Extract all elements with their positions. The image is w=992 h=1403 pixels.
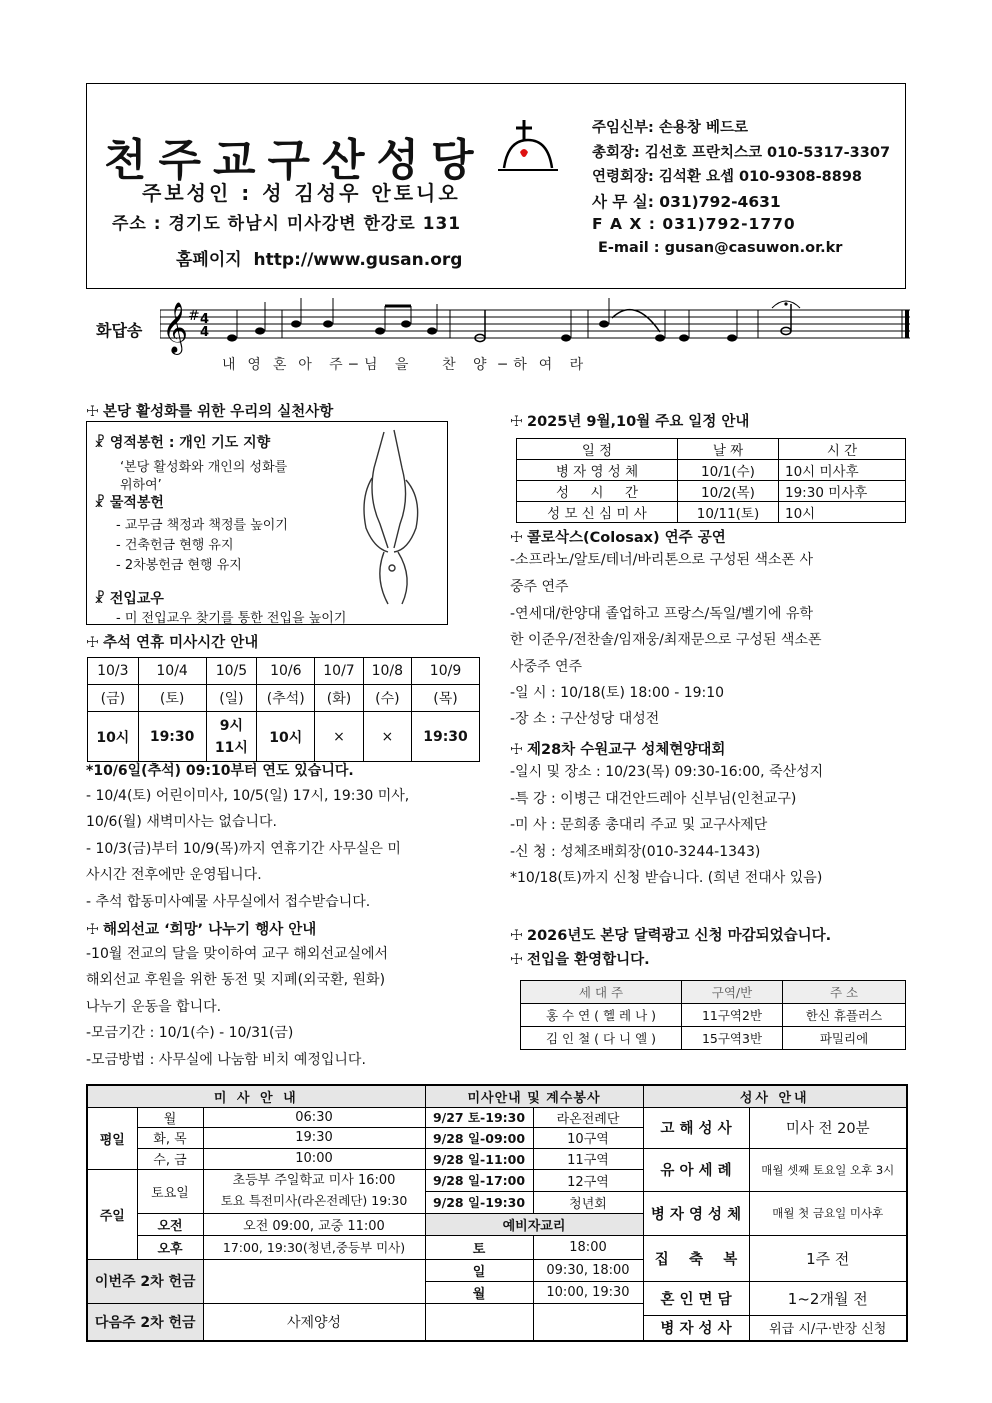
- newcomer-heading: ☧ 전입교우: [94, 591, 164, 607]
- schedule-header: 시 간: [779, 439, 906, 460]
- newcomer-row: 홍 수 연 ( 헬 레 나 ) 11구역2반 한신 휴플러스: [521, 1004, 906, 1027]
- schedule-header: 날 짜: [678, 439, 779, 460]
- chuseok-line: 사시간 전후에만 운영됩니다.: [86, 867, 262, 883]
- chuseok-day: (수): [363, 685, 411, 712]
- offering-next-week-label: 다음주 2차 헌금: [87, 1303, 203, 1341]
- chuseok-title: ☩ 추석 연휴 미사시간 안내: [86, 635, 259, 651]
- sacrament-header: 성사 안내: [643, 1085, 907, 1107]
- calendar-notice: ☩ 2026년도 본당 달력광고 신청 마감되었습니다.: [510, 928, 832, 944]
- homepage-link[interactable]: http://www.gusan.org: [253, 250, 463, 270]
- saturday-mass: 초등부 주일학교 미사 16:00 토요 특전미사(라온전례단) 19:30: [203, 1169, 425, 1213]
- concert-title: ☩ 콜로삭스(Colosax) 연주 공연: [510, 530, 726, 546]
- cross-icon: ☩: [86, 635, 99, 651]
- activity-line: ‘본당 활성화와 개인의 성화를: [120, 460, 288, 475]
- mission-title: ☩ 해외선교 ‘희망’ 나누기 행사 안내: [86, 922, 317, 938]
- offering-this-week-label: 이번주 2차 헌금: [87, 1259, 203, 1303]
- newcomer-row: 김 인 철 ( 다 니 엘 ) 15구역3반 파밀리에: [521, 1027, 906, 1050]
- chuseok-day: (추석): [257, 685, 315, 712]
- schedule-row: 성 시 간 10/2(목) 19:30 미사후: [517, 481, 906, 502]
- chuseok-day: (금): [88, 685, 139, 712]
- chuseok-date: 10/4: [138, 658, 206, 685]
- praying-hands-icon: [344, 428, 442, 608]
- cross-icon: ☩: [510, 530, 523, 546]
- homepage-label: 홈페이지: [176, 250, 242, 270]
- chuseok-date: 10/3: [88, 658, 139, 685]
- mission-line: -10월 전교의 달을 맞이하여 교구 해외선교실에서: [86, 946, 389, 962]
- chuseok-line: - 10/4(토) 어린이미사, 10/5(일) 17시, 19:30 미사,: [86, 788, 410, 804]
- offering-next-week-value: 사제양성: [203, 1303, 425, 1341]
- mission-line: 해외선교 후원을 위한 동전 및 지폐(외국환, 원화): [86, 972, 386, 988]
- sunday-label: 주일: [87, 1169, 137, 1259]
- cross-icon: ☩: [510, 414, 523, 430]
- chuseok-time: ×: [363, 712, 411, 762]
- chuseok-line: - 10/3(금)부터 10/9(목)까지 연휴기간 사무실은 미: [86, 841, 401, 857]
- schedule-title: ☩ 2025년 9월,10월 주요 일정 안내: [510, 414, 750, 430]
- chuseok-time: 19:30: [412, 712, 480, 762]
- chi-rho-icon: ☧: [94, 495, 110, 511]
- contact-email: E-mail : gusan@casuwon.or.kr: [598, 240, 843, 256]
- chuseok-time: ×: [315, 712, 363, 762]
- chuseok-time: 10시: [257, 712, 315, 762]
- mission-line: -모금방법 : 사무실에 나눔함 비치 예정입니다.: [86, 1052, 366, 1068]
- cross-icon: ☩: [86, 404, 99, 420]
- chuseok-notice: *10/6일(추석) 09:10부터 연도 있습니다.: [86, 763, 354, 779]
- schedule-header-row: [517, 439, 906, 460]
- parish-title: 천주교구산성당: [104, 135, 486, 186]
- responsorial-psalm-label: 화답송: [96, 321, 143, 340]
- activity-title: ☩ 본당 활성화를 위한 우리의 실천사항: [86, 404, 334, 420]
- schedule-row: 성 모 신 심 미 사 10/11(토) 10시: [517, 502, 906, 523]
- chuseok-date: 10/7: [315, 658, 363, 685]
- activity-line: - 교무금 책정과 책정를 높이기: [116, 518, 288, 533]
- schedule-header: 일 정: [517, 439, 678, 460]
- chuseok-day: (토): [138, 685, 206, 712]
- activity-line: - 2차봉헌금 현행 유지: [116, 558, 242, 573]
- bottom-info-table: 미 사 안 내 미사안내 및 계수봉사 성사 안내 평일 월 06:30 9/27 토-19:30 라온전례단 고 해 성 사 미사 전 20분 화, 목 19:30 9/28 일-09:00 10구역 수, 금 10:00 9/28 일-11:00 11구역 유 아 세 례 매월 셋째 토요일 오후 3시 주일 토요일 초등부 주일학교 미사 16:00 토요 특전미사(라온전례단) 19:30 9/28 일-17:00 12구역 9/28 일-19:30 청년회 병 자 영 성 체 매월 첫 금요일 미사후 오전 오전 09:00, 교중 11:00 예비자교리 오후 17:00, 19:30(청년,중등부 미사) 토 18:00 집 축 복 1주 전 이번주 2차 헌금 일 09:30, 18:00 월 10:00, 19:30 혼 인 면 담 1~2개월 전 다음주 2차 헌금 사제양성 병 자 성 사 위급 시/구·반장 신청: [86, 1084, 908, 1342]
- contact-pastor: 주임신부: 손용창 베드로: [592, 120, 748, 136]
- concert-line: -소프라노/알토/테너/바리톤으로 구성된 색소폰 사: [510, 552, 814, 568]
- svg-text:𝄞: 𝄞: [162, 302, 189, 353]
- catechumen-header: 예비자교리: [425, 1213, 643, 1235]
- homepage: [176, 245, 462, 270]
- chuseok-date: 10/9: [412, 658, 480, 685]
- chuseok-time: 19:30: [138, 712, 206, 762]
- spiritual-offering-heading: ☧ 영적봉헌 : 개인 기도 지향: [94, 435, 271, 451]
- eucharist-line: *10/18(토)까지 신청 받습니다. (희년 전대사 있음): [510, 870, 823, 886]
- chuseok-date: 10/5: [206, 658, 257, 685]
- chuseok-date: 10/8: [363, 658, 411, 685]
- music-staff: [160, 296, 910, 356]
- eucharist-line: -미 사 : 문희종 총대리 주교 및 교구사제단: [510, 817, 768, 833]
- cross-icon: ☩: [510, 742, 523, 758]
- contact-funeral: 연령회장: 김석환 요셉 010-9308-8898: [592, 169, 863, 185]
- concert-line: -연세대/한양대 졸업하고 프랑스/독일/벨기에 유학: [510, 606, 814, 622]
- svg-text:4: 4: [200, 325, 210, 340]
- offering-this-week-value: [203, 1259, 425, 1303]
- eucharist-line: -특 강 : 이병근 대건안드레아 신부님(인천교구): [510, 791, 797, 807]
- mission-line: 나누기 운동을 합니다.: [86, 999, 222, 1015]
- cross-icon: ☩: [86, 922, 99, 938]
- psalm-lyrics: 내 영 혼 아 주 ─ 님 을 찬 양 ─ 하 여 라: [222, 357, 585, 373]
- eucharist-title: ☩ 제28차 수원교구 성체현양대회: [510, 742, 726, 758]
- eucharist-line: -신 청 : 성체조배회장(010-3244-1343): [510, 844, 761, 860]
- activity-line: - 미 전입교우 찾기를 통한 전입을 높이기: [116, 611, 347, 626]
- welcome-title: ☩ 전입을 환영합니다.: [510, 952, 650, 968]
- chuseok-date: 10/6: [257, 658, 315, 685]
- chuseok-time: 10시: [88, 712, 139, 762]
- service-header: 미사안내 및 계수봉사: [425, 1085, 643, 1107]
- contact-office: 사 무 실: 031)792-4631: [592, 193, 781, 211]
- chi-rho-icon: ☧: [94, 591, 110, 607]
- chi-rho-icon: ☧: [94, 435, 110, 451]
- parish-logo-icon: [498, 118, 558, 174]
- material-offering-heading: ☧ 물적봉헌: [94, 495, 164, 511]
- patron-saint: 주보성인 : 성 김성우 안토니오: [142, 181, 461, 205]
- concert-line: -장 소 : 구산성당 대성전: [510, 711, 660, 727]
- concert-line: 한 이준우/전찬솔/임재웅/최재문으로 구성된 색소폰: [510, 632, 822, 648]
- chuseok-day: (일): [206, 685, 257, 712]
- chuseok-day-row: [88, 685, 480, 712]
- chuseok-time: 9시 11시: [206, 712, 257, 762]
- concert-line: 중주 연주: [510, 579, 569, 595]
- eucharist-line: -일시 및 장소 : 10/23(목) 09:30-16:00, 죽산성지: [510, 764, 824, 780]
- parish-address: 주소 : 경기도 하남시 미사강변 한강로 131: [112, 214, 462, 234]
- svg-text:4: 4: [200, 312, 210, 327]
- chuseok-date-row: [88, 658, 480, 685]
- mass-header: 미 사 안 내: [87, 1085, 425, 1107]
- newcomer-header-row: 세 대 주 구역/반 주 소: [521, 981, 906, 1004]
- mission-line: -모금기간 : 10/1(수) - 10/31(금): [86, 1025, 294, 1041]
- chuseok-line: - 추석 합동미사예물 사무실에서 접수받습니다.: [86, 894, 371, 910]
- svg-text:#: #: [188, 308, 200, 324]
- weekday-label: 평일: [87, 1107, 137, 1169]
- chuseok-day: (화): [315, 685, 363, 712]
- chuseok-time-row: [88, 712, 480, 762]
- contact-fax: F A X : 031)792-1770: [592, 215, 796, 233]
- chuseok-mass-table: [87, 657, 480, 762]
- activity-line: - 건축헌금 현행 유지: [116, 538, 234, 553]
- chuseok-line: 10/6(월) 새벽미사는 없습니다.: [86, 814, 277, 830]
- concert-line: -일 시 : 10/18(토) 18:00 - 19:10: [510, 685, 725, 701]
- newcomer-table: [520, 980, 906, 1050]
- schedule-row: 병 자 영 성 체 10/1(수) 10시 미사후: [517, 460, 906, 481]
- schedule-table: [516, 438, 906, 523]
- activity-line: 위하여’: [120, 478, 162, 493]
- chuseok-day: (목): [412, 685, 480, 712]
- concert-line: 사중주 연주: [510, 659, 583, 675]
- cross-icon: ☩: [510, 952, 523, 968]
- cross-icon: ☩: [510, 928, 523, 944]
- contact-president: 총회장: 김선호 프란치스코 010-5317-3307: [592, 145, 891, 161]
